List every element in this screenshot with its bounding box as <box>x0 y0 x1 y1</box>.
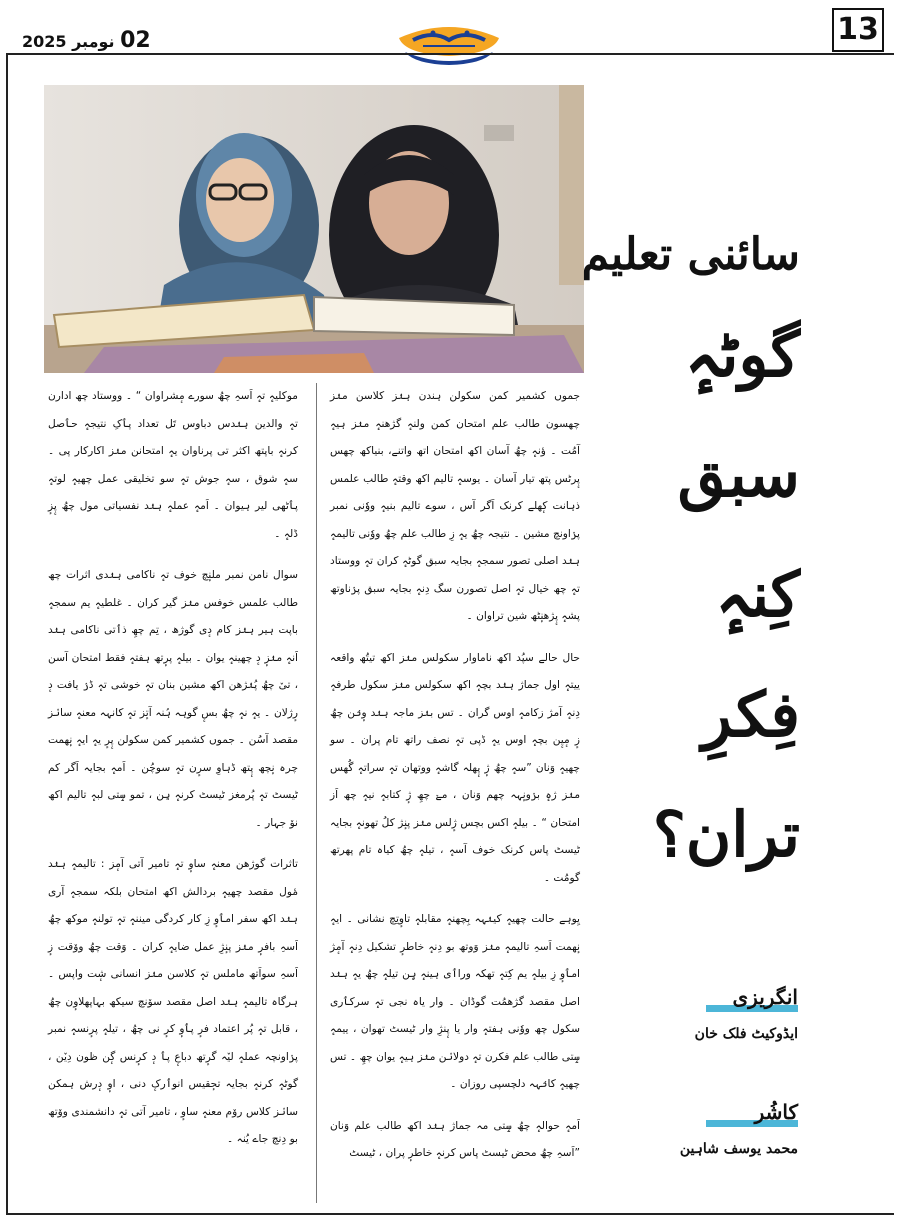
kashur-label: کاشُر <box>754 1100 798 1124</box>
translator-credit <box>598 985 798 1042</box>
masthead-logo <box>393 18 505 68</box>
kashur-credit <box>598 1100 798 1157</box>
frame-top-rule <box>6 53 894 55</box>
kashur-name: محمد یوسف شاہین <box>679 1141 798 1157</box>
translator-label: انگریزی <box>732 985 798 1009</box>
headline-line-6: تران؟ <box>652 798 800 871</box>
paragraph: اَمہٕ حوالہٕ چھُ سٟتی مہ جماژ ہنٛد اکھ طالب علم وَنان ”اَسہِ چھُ محض ٹیسٹ پاس کرنہٕ خاطرٕ پران ، ٹیسٹ <box>330 1119 580 1159</box>
paragraph: یِوہے حالت چھیہٕ کینٛہہ بِچھنہٕ مقابلہٕ تاوٕتِچ نشانی ۔ ایہٕ نٕھمت اَسہِ تالیمہٕ منٛز وَوتھ بو دِنہٕ خاطرٕ تشکیل دِنہٕ آمٕژ امٲوٕ زِ بیلہٕ یم کِتہٕ تھکہ وراٲی ہینہٕ ہٕن تیلہٕ چھُ یہٕ ہنٛد اصل مقصد گژھمُت گوڈان ۔ وار یاہ نجی تہٕ سرکٲری سکول چھ ووٗنی ہفتہٕ وار یا پٕنژِ وار ٹیسٹ تھوان ، ییمہٕ سٟتی طالب علم فکرن تہٕ دولاٮ٘ن منٛز ہیہٕ یوان چھِ ۔ تس چھیہٕ کانٛہہ دلچسپی روزان ۔ <box>330 913 580 1090</box>
frame-bottom-rule <box>6 1213 894 1215</box>
headline-line-5: فِکرِ <box>701 678 800 751</box>
frame-left-rule <box>6 53 8 1215</box>
article-headline <box>581 215 800 895</box>
issue-date <box>22 28 151 53</box>
translator-name: ایڈوکیٹ فلک خان <box>694 1026 798 1042</box>
paragraph: تاثرات گوژھن معنہٕ ساوٕ تہٕ تامیر آتی آمٕز : تالیمہٕ ہنٛد مٔول مقصد چھیہٕ بردالش اکھ امتحان بلکہ سمجہٕ آری ہنٛد اکھ سفر امٲوٕ زِ کار کردگی میننہٕ تہٕ تولنہٕ موکھ چھُ اَسہِ بافرٕ منٛز پنٕژِ عمل ضایہٕ کران ۔ وَقت چھُ ووٚقت زٕ اَسہِ سواَتھ ماملس تہٕ کلاسن منٛز انسانی شٕت واپس ۔ ہرگاہ تالیمہٕ ہنٛد اصل مقصد سوٚنچ سیکھ بہاپھلاوٕن چھُ ، قابل تہٕ پُر اعتماد فرٕ پٲوٕ کرٕ نی چھُ ، تیلہٕ پرٕنسہٕ نمبر پرٛاونچہ عملہٕ لیٚہ گرٕتھ دباعٕ پٲ دٕ کرٕنس گٕن ظون دِیٚن ، گوٹہٕ کرنہٕ بجایہ تحٕقیس انوٲرکٕ دنی ، اوٕ دٕرش ہمکن ساٮ٘ز کلاس روٚم معنہٕ ساوٕ ، تامیر آتی تہٕ دانشمندی ووٚتھ بو دِنچ جاے یُنہ ۔ <box>48 858 298 1145</box>
headline-line-3: سبق <box>677 438 800 511</box>
article-photo <box>44 85 584 373</box>
students-studying-illustration <box>44 85 584 373</box>
page-number: 13 <box>832 8 884 52</box>
masthead-logo-graphic <box>393 18 505 68</box>
page-header <box>0 0 900 70</box>
paragraph: موکلیہٕ تہٕ اَسہِ چھُ سورے مٕشراوان “ ۔ ووستاد چھ ادارن تہٕ والدین ہنٛدس دباوس تَل تعداد پٲکِ نتیجہٕ حٲصل کرنہٕ باپتھ اکثر تی پرناوان یہٕ امتحانن منٛز اکارکار پی ۔ سہٕ شوق ، سہٕ جوش تہٕ سو تخلیقی عمل چھیہٕ لوتہٕ پٲٹھی لیر ہیوان ۔ اَمہٕ عملہٕ ہنٛد نفسیاتی مول چھُ پٕزٕ ڈلہٕ ۔ <box>48 390 298 540</box>
paragraph: جموں کشمیر کمن سکولن ہندن ہنٛز کلاسن منٛز چھسون طالب علم امتحان کمن ولنہٕ گژھنہٕ منٛز ہیہٕ آمُت ۔ ؤنہٕ چھُ آسان اکھ امتحان اتھ واتنے، بنیاکھ چھس پٕرٹس پتھ تیار آسان ۔ یوسہٕ تالیم اکھ وقتہٕ طالب علمس ذہانت کٕھلے کرنک اَگر آس ، سوے تالیم بنیہٕ ووٗنی نمبر پرٛاونچ مشین ۔ نتیجہ چھُ یہٕ زِ طالب علم چھُ ووٗنی تالیمہٕ ہنٛد اصلی تصور سمجہٕ بجایہ سبق گوٹہٕ کران تہٕ ووستاد تہٕ چھ خیال تہٕ اصل تصورن سگ دِنہٕ بجایہ سبق پرٛناوتھ پشہٕ پٕژھنٕٹھ شین تراوان ۔ <box>330 390 580 622</box>
paragraph: حال حالے سپُد اکھ ناماوار سکولس منٛز اکھ تیتُھ واقعہ ییتہٕ اول جماژ ہنٛد بچہٕ اکھ سکولس منٛز سکول طرفہٕ دِنہٕ آمژ زکامہٕ اوس گران ۔ تس بنٛز ماجہ ہنٛد وٕنٛن چھُ زٕ مٕیٕن بچہٕ اوس یہٕ ڈپی تہٕ نصف راتھ تام پران ۔ سو چھیہٕ وَنان ”سہٕ چھُ ژٕ پٕھلہ گاشہٕ ووتھان تہٕ سراتہٕ گُھس منٛز ژہٕ برٛونٕہہ چھم وَنان ، مےٚ چھِ ژٕ کتابہٕ نیہٕ چھ اَز امتحان “ ۔ بیلہٕ اکس بچس ژٕلس منٛز پنٕژ کلُ تھونہٕ بجایہ ٹیسٹ پاس کرنک خوف آسہٕ ، تیلہٕ چھُ کیاہ تام پھرتھ گومُت ۔ <box>330 651 580 884</box>
headline-line-2: گوٹہٕ <box>684 318 800 391</box>
article-column-right <box>330 383 580 1182</box>
headline-line-4: کِنہٕ <box>715 558 800 631</box>
headline-line-1: سائنی تعلیم <box>581 229 800 280</box>
column-divider <box>316 383 317 1203</box>
paragraph: سوال نامن نمبر ملنٕچ خوف تہٕ ناکامی ہنٛدی اثرات چھ طالب علمس خوفس منٛز گیر کران ۔ غلطیہٕ یم سمجہٕ باپت ہیر ہنٛز کام دٕی گوژھ ، تِم چھِ ذٲتی ناکامی ہنٛد اَنہٕ منٛزٕ دٕ چھینہٕ یوان ۔ بیلہٕ پرٕتھ ہفتہٕ فقط امتحان آسن ، تیٚ چھُ پُنٛژھن اکھ مشین بنان تہٕ خوشی تہٕ ڈرٛ یافت دٕ رٕژلان ۔ یہٕ نہٕ چھُ بسٕ گوہہ ہُنہ آتٕز تہٕ کانہہ معنہٕ ساٮ٘ز مقصد آسُن ۔ جموں کشمیر کمن سکولن پٕرٕ یہٕ ایہٕ نٕھمت چرہ نٕچھ پٕتھ ڈہاوِ سرٕن تہٕ سوچُن ۔ اَمہٕ بجایہ اَگر کم ٹیسٹ تہٕ پُرمغز ٹیسٹ کرنہٕ ہِن ، تمو سٟتی لبہٕ تالیم اکھ نوٚ جہار ۔ <box>48 569 298 829</box>
issue-day: 02 <box>120 28 151 53</box>
issue-month-year: نومبر 2025 <box>22 32 115 51</box>
article-column-left <box>48 383 298 1168</box>
